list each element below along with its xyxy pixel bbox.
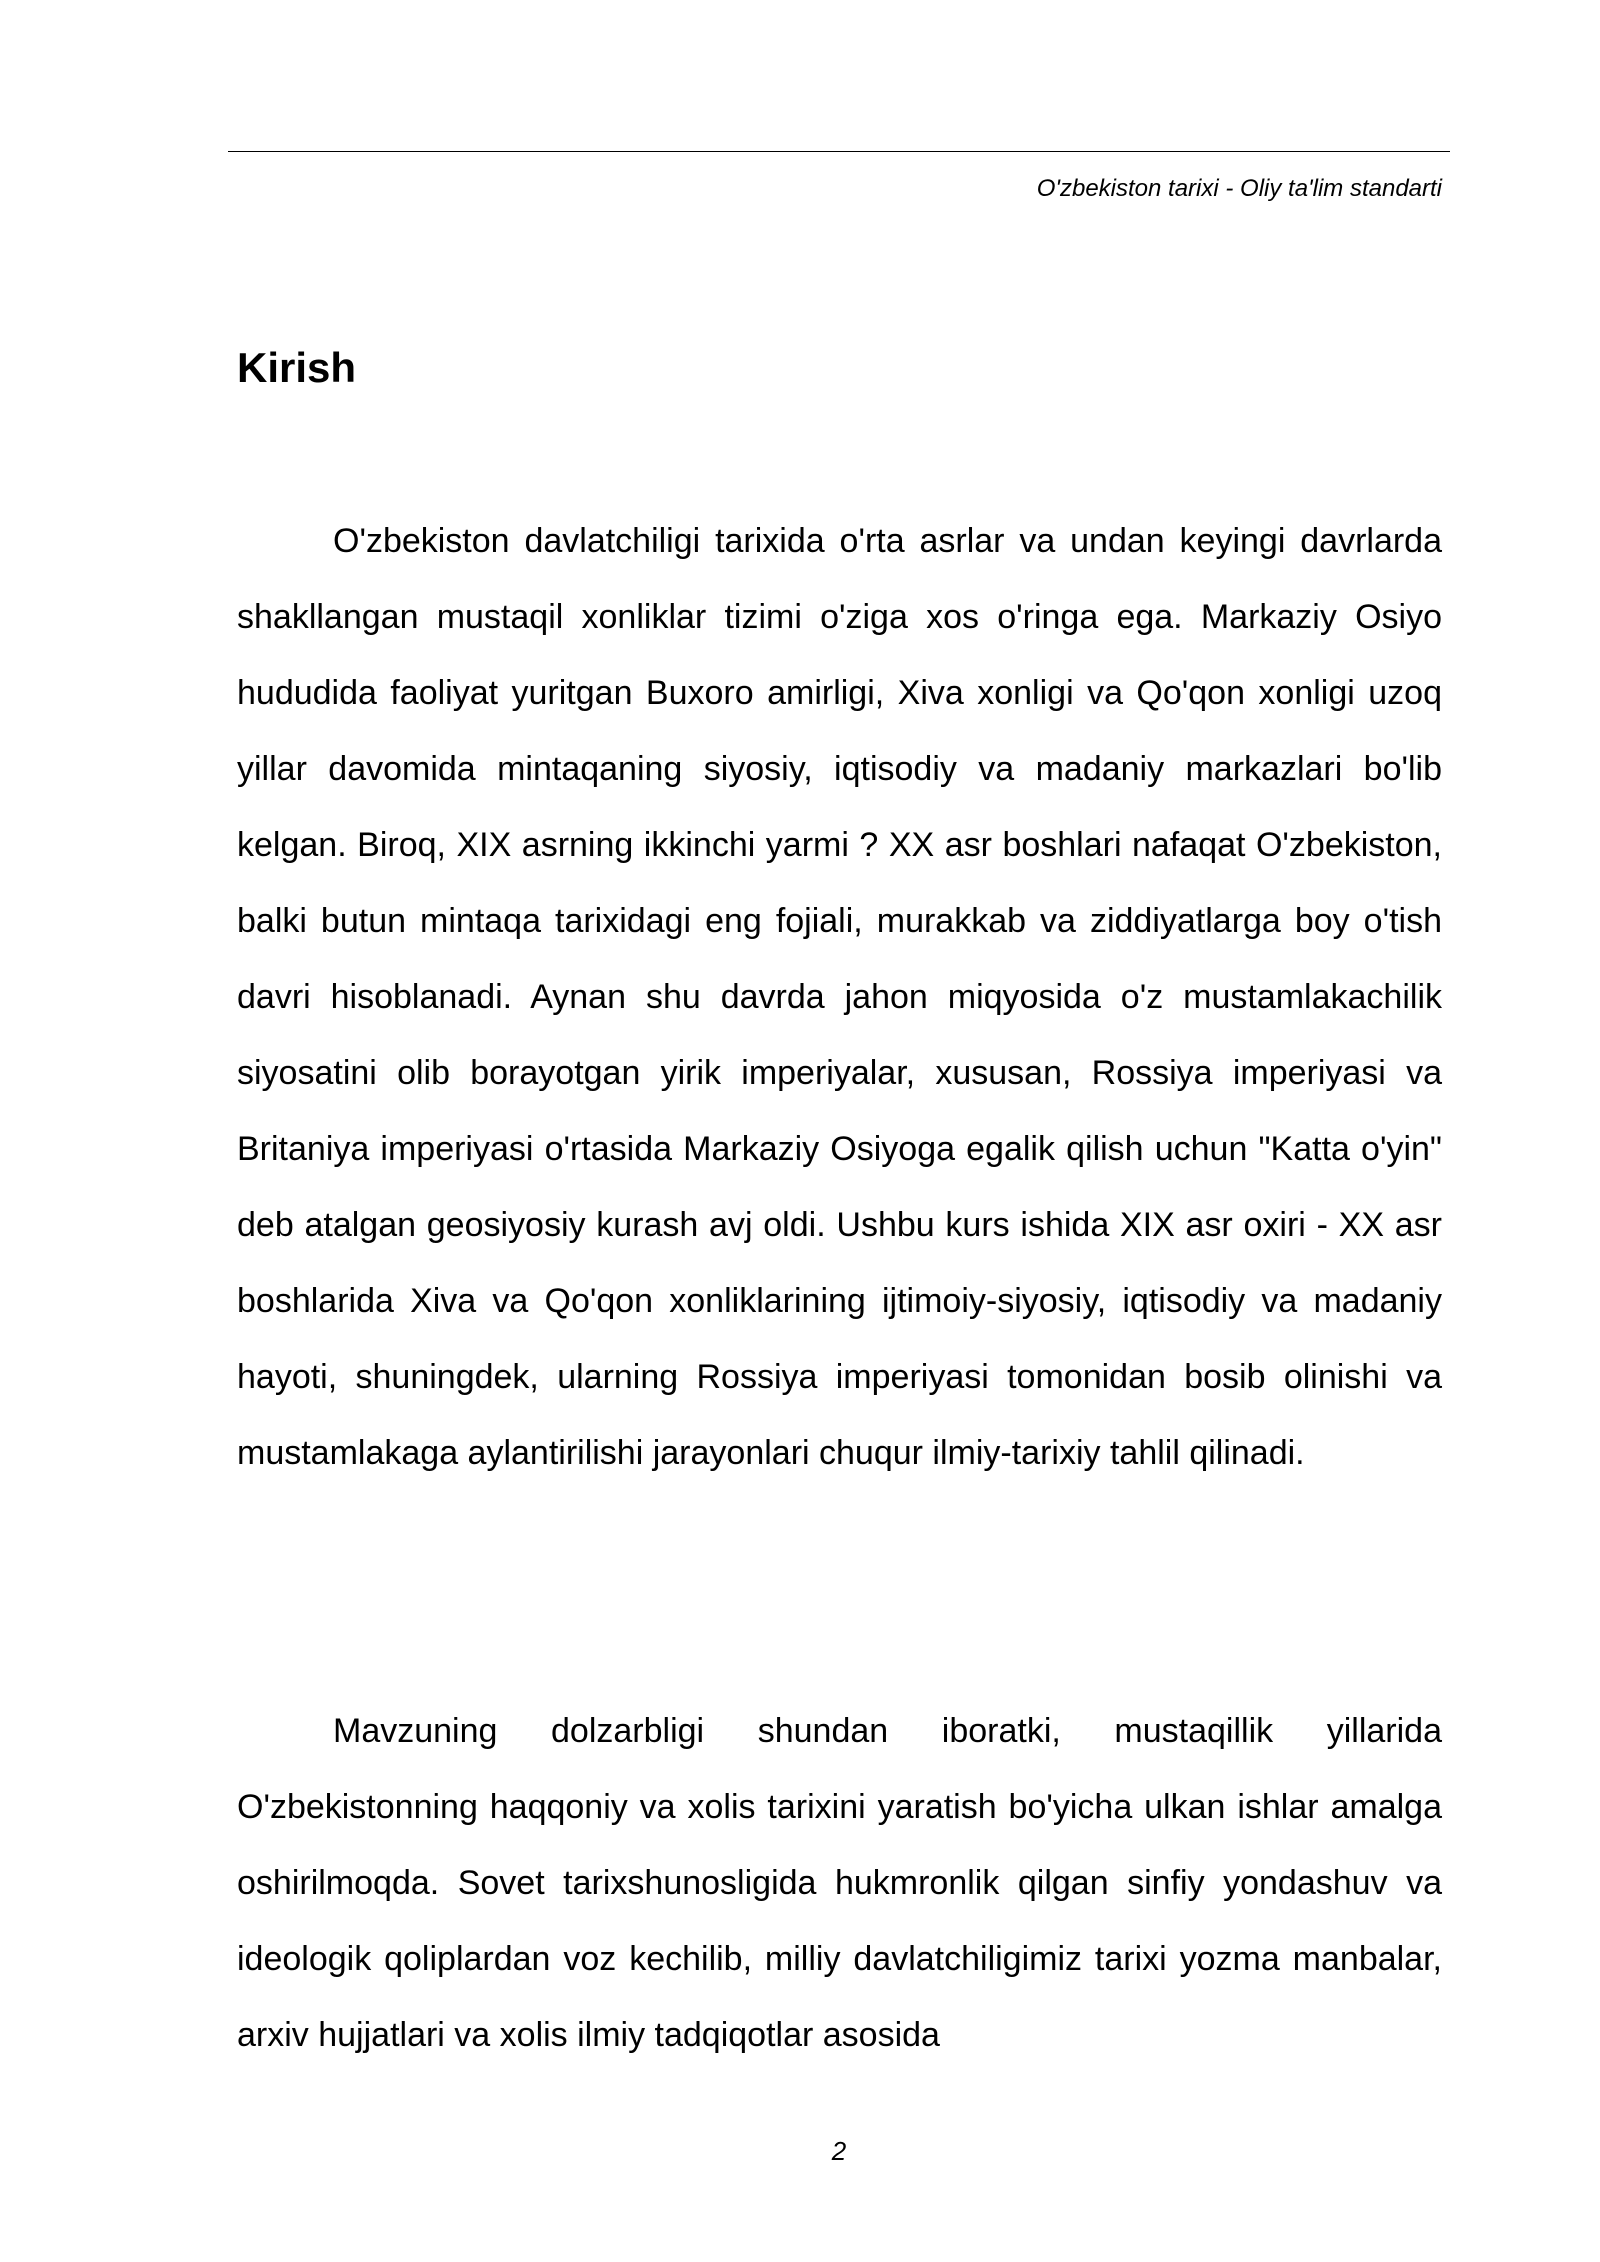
header-rule [228,151,1450,152]
running-header: O'zbekiston tarixi - Oliy ta'lim standarti [1036,175,1442,202]
body-paragraph: O'zbekiston davlatchiligi tarixida o'rta asrlar va undan keyingi davrlarda shakllangan mustaqil xonliklar tizimi o'ziga xos o'ringa ega. Markaziy Osiyo hududida faoliyat yuritgan Buxoro amirligi, Xiva xonligi va Qo'qon xonligi uzoq yillar davomida mintaqaning siyosiy, iqtisodiy va madaniy markazlari bo'lib kelgan. Biroq, XIX asrning ikkinchi yarmi ? XX asr boshlari nafaqat O'zbekiston, balki butun mintaqa tarixidagi eng fojiali, murakkab va ziddiyatlarga boy o'tish davri hisoblanadi. Aynan shu davrda jahon miqyosida o'z mustamlakachilik siyosatini olib borayotgan yirik imperiyalar, xususan, Rossiya imperiyasi va Britaniya imperiyasi o'rtasida Markaziy Osiyoga egalik qilish uchun "Katta o'yin" deb atalgan geosiyosiy kurash avj oldi. Ushbu kurs ishida XIX asr oxiri - XX asr boshlarida Xiva va Qo'qon xonliklarining ijtimoiy-siyosiy, iqtisodiy va madaniy hayoti, shuningdek, ularning Rossiya imperiyasi tomonidan bosib olinishi va mustamlakaga aylantirilishi jarayonlari chuqur ilmiy-tarixiy tahlil qilinadi. [237,522,1442,1472]
body-paragraph: Mavzuning dolzarbligi shundan iboratki, mustaqillik yillarida O'zbekistonning haqqoniy va xolis tarixini yaratish bo'yicha ulkan ishlar amalga oshirilmoqda. Sovet tarixshunosligida hukmronlik qilgan sinfiy yondashuv va ideologik qoliplardan voz kechilib, milliy davlatchiligimiz tarixi yozma manbalar, arxiv hujjatlari va xolis ilmiy tadqiqotlar asosida [237,1712,1442,2054]
page-number: 2 [831,2136,847,2166]
section-heading: Kirish [237,344,357,391]
